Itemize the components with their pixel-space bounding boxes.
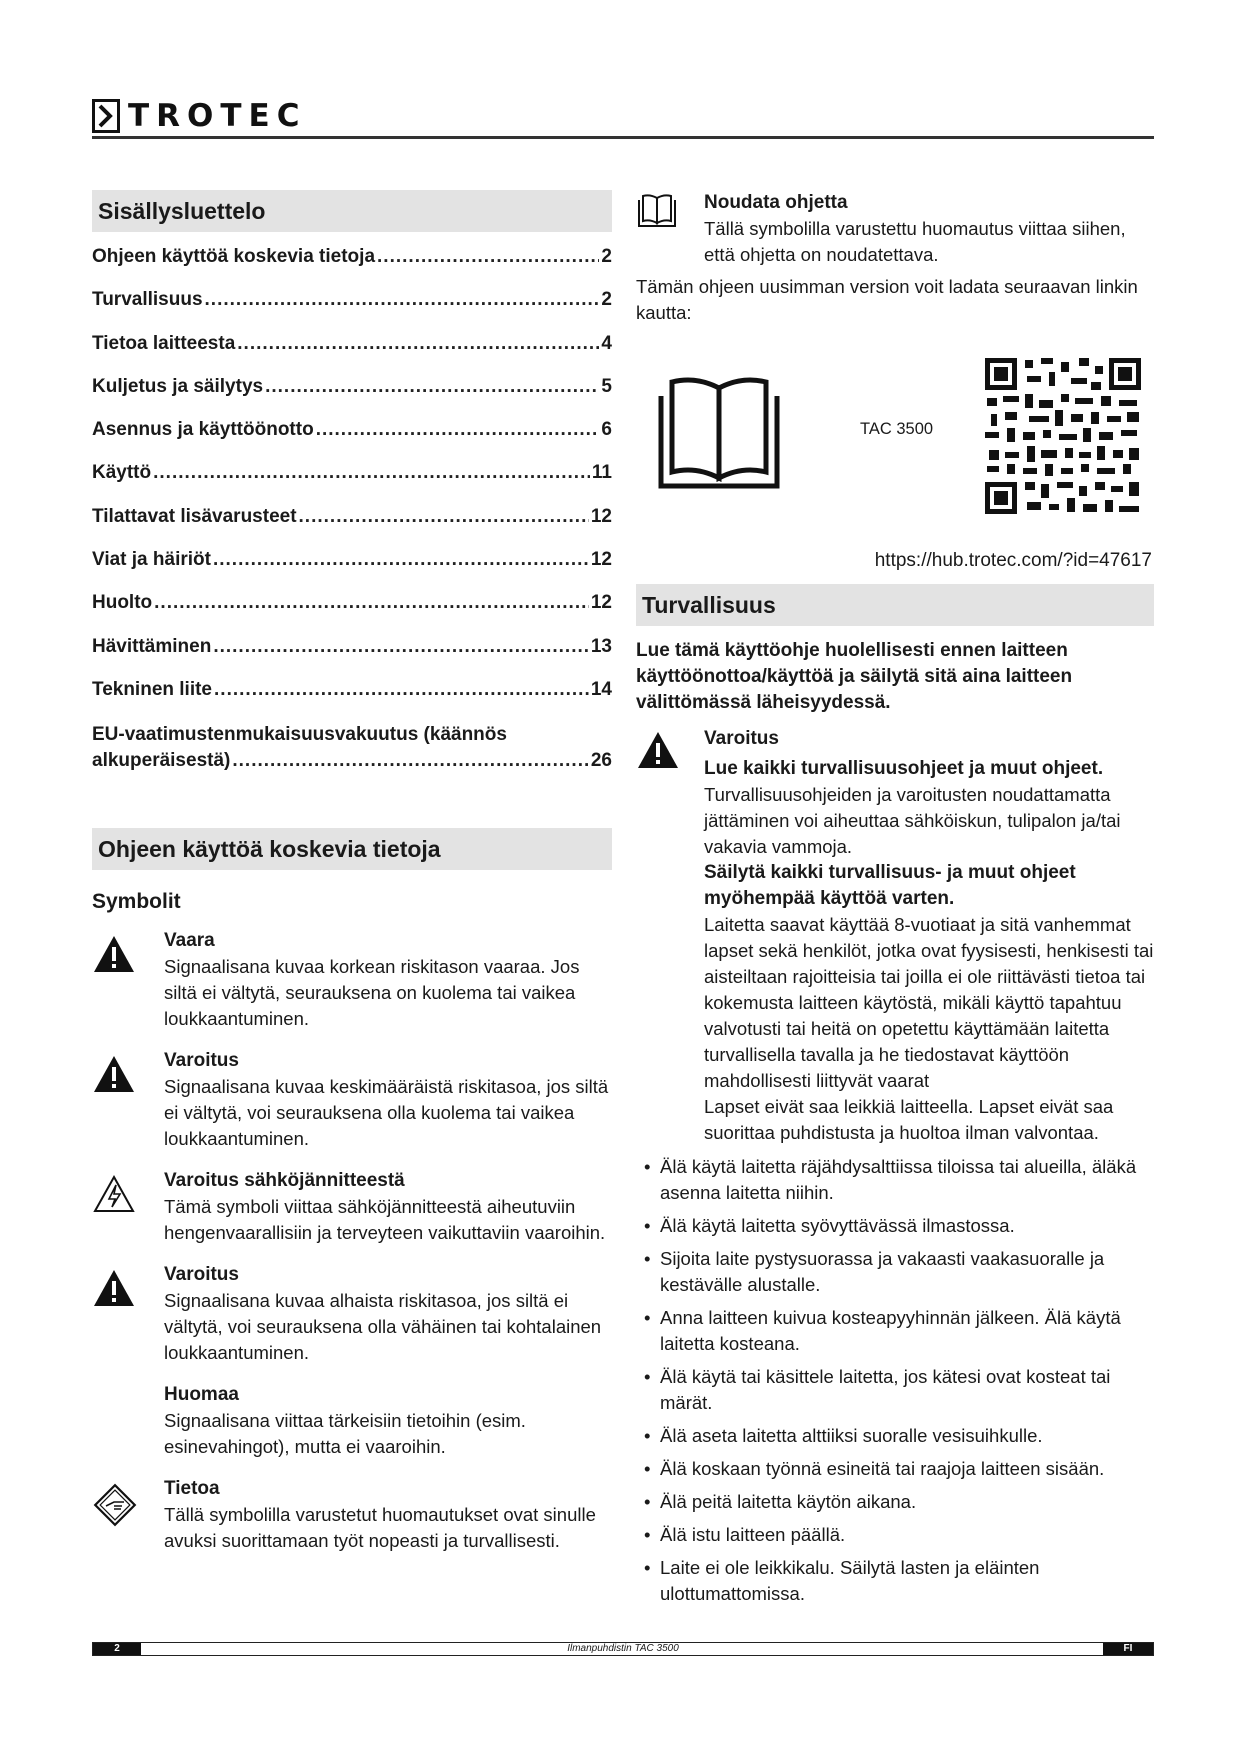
list-item: • Anna laitteen kuivua kosteapyyhinnän jälkeen. Älä käytä laitetta kosteana. bbox=[636, 1305, 1154, 1357]
info-section-heading: Ohjeen käyttöä koskevia tietoja bbox=[92, 828, 612, 870]
qr-code[interactable] bbox=[983, 356, 1143, 516]
list-item: • Älä käytä tai käsittele laitetta, jos kätesi ovat kosteat tai märät. bbox=[636, 1364, 1154, 1416]
warning-text-1: Turvallisuusohjeiden ja varoitusten noudattamatta jättäminen voi aiheuttaa sähköiskun, tulipalon ja/tai vakavia vammoja. bbox=[704, 784, 1121, 857]
right-column bbox=[636, 190, 1154, 1614]
toc-entry[interactable]: Asennus ja käyttöönotto ..... 6 bbox=[92, 419, 612, 462]
symbols-heading: Symbolit bbox=[92, 890, 181, 914]
safety-warning bbox=[636, 726, 1154, 1146]
toc-entry[interactable]: Kuljetus ja säilytys ..... 5 bbox=[92, 376, 612, 419]
table-of-contents bbox=[92, 246, 612, 774]
warning-triangle-icon bbox=[92, 1054, 136, 1094]
safety-bullets bbox=[636, 1154, 1154, 1607]
toc-entry[interactable]: Tietoa laitteesta ..... 4 bbox=[92, 333, 612, 376]
toc-entry[interactable]: Tilattavat lisävarusteet ..... 12 bbox=[92, 506, 612, 549]
qr-area bbox=[636, 338, 1154, 548]
footer-doc-title: Ilmanpuhdistin TAC 3500 bbox=[567, 1643, 679, 1654]
list-item: • Älä istu laitteen päällä. bbox=[636, 1522, 1154, 1548]
list-item: • Sijoita laite pystysuorassa ja vakaasti vaakasuoralle ja kestävälle alustalle. bbox=[636, 1246, 1154, 1298]
symbol-item: Varoitus Signaalisana kuvaa keskimääräistä riskitasoa, jos siltä ei vältytä, voi seurauksena olla kuolema tai vaikea loukkaantuminen. bbox=[92, 1048, 612, 1152]
list-item: • Älä aseta laitetta alttiiksi suoralle vesisuihkulle. bbox=[636, 1423, 1154, 1449]
warning-triangle-icon bbox=[92, 934, 136, 974]
list-item: • Älä koskaan työnnä esineitä tai raajoja laitteen sisään. bbox=[636, 1456, 1154, 1482]
language-code: FI bbox=[1103, 1643, 1153, 1655]
toc-entry[interactable]: EU-vaatimustenmukaisuusvakuutus (käännös alkuperäisestä) ..... 26 bbox=[92, 722, 612, 774]
safety-heading: Turvallisuus bbox=[636, 584, 1154, 626]
warning-title: Varoitus bbox=[704, 728, 779, 749]
toc-entry[interactable]: Ohjeen käyttöä koskevia tietoja ..... 2 bbox=[92, 246, 612, 289]
model-label: TAC 3500 bbox=[860, 420, 934, 438]
warning-triangle-icon bbox=[92, 1268, 136, 1308]
trotec-chevron-icon bbox=[92, 99, 120, 133]
page-footer bbox=[92, 1642, 1154, 1656]
download-link[interactable]: https://hub.trotec.com/?id=47617 bbox=[874, 550, 1152, 571]
warning-triangle-icon bbox=[636, 730, 680, 770]
electric-voltage-icon bbox=[92, 1174, 136, 1214]
symbol-item: Vaara Signaalisana kuvaa korkean riskitason vaaraa. Jos siltä ei vältytä, seurauksena on kuolema tai vaikea loukkaantuminen. bbox=[92, 928, 612, 1032]
manual-book-icon bbox=[636, 192, 678, 230]
list-item: • Älä peitä laitetta käytön aikana. bbox=[636, 1489, 1154, 1515]
manual-book-icon bbox=[658, 374, 780, 490]
warning-bold-2: Säilytä kaikki turvallisuus- ja muut ohjeet myöhempää käyttöä varten. bbox=[704, 862, 1076, 909]
safety-intro: Lue tämä käyttöohje huolellisesti ennen laitteen käyttöönottoa/käyttöä ja säilytä sitä aina laitteen välittömässä läheisyydessä. bbox=[636, 640, 1073, 713]
trotec-logo bbox=[92, 96, 1154, 136]
info-hand-icon bbox=[92, 1482, 138, 1528]
list-item: • Laite ei ole leikkikalu. Säilytä lasten ja eläinten ulottumattomissa. bbox=[636, 1555, 1154, 1607]
toc-entry[interactable]: Hävittäminen ..... 13 bbox=[92, 636, 612, 679]
list-item: • Älä käytä laitetta räjähdysalttiissa tiloissa tai alueilla, äläkä asenna laitetta niihin. bbox=[636, 1154, 1154, 1206]
manual-note-text: Tällä symbolilla varustettu huomautus viittaa siihen, että ohjetta on noudatettava. bbox=[704, 218, 1126, 265]
symbol-item: Huomaa Signaalisana viittaa tärkeisiin tietoihin (esim. esinevahingot), mutta ei vaaroihin. bbox=[164, 1384, 526, 1458]
brand-name: TROTEC bbox=[128, 98, 307, 134]
warning-text-3: Lapset eivät saa leikkiä laitteella. Lapset eivät saa suorittaa puhdistusta ja huoltoa ilman valvontaa. bbox=[704, 1096, 1114, 1143]
page-header bbox=[92, 96, 1154, 136]
left-column bbox=[92, 190, 612, 1570]
toc-entry[interactable]: Tekninen liite ..... 14 bbox=[92, 679, 612, 722]
manual-note bbox=[636, 190, 1154, 268]
header-rule bbox=[92, 136, 1154, 139]
toc-heading: Sisällysluettelo bbox=[92, 190, 612, 232]
symbol-item: Varoitus sähköjännitteestä Tämä symboli viittaa sähköjännitteestä aiheutuviin hengenvaarallisiin ja terveyteen vaikuttaviin vaaroihin. bbox=[92, 1168, 612, 1246]
toc-entry[interactable]: Huolto ..... 12 bbox=[92, 592, 612, 635]
warning-text-2: Laitetta saavat käyttää 8-vuotiaat ja sitä vanhemmat lapset sekä henkilöt, jotka ovat fyysisesti, henkisesti tai aisteiltaan rajoitteisia tai joilla ei ole riittävästi tietoa tai kokemusta laitteen käytöstä, mikäli käyttö tapahtuu valvotusti tai heitä on opetettu käyttämään laitetta turvallisella tavalla ja he tiedostavat käyttöön mahdollisesti liittyvät vaarat bbox=[704, 914, 1154, 1091]
symbol-item: Tietoa Tällä symbolilla varustetut huomautukset ovat sinulle avuksi suorittamaan työt nopeasti ja turvallisesti. bbox=[92, 1476, 612, 1554]
symbol-item: Varoitus Signaalisana kuvaa alhaista riskitasoa, jos siltä ei vältytä, voi seurauksena olla vähäinen tai kohtalainen loukkaantuminen. bbox=[92, 1262, 612, 1366]
download-text: Tämän ohjeen uusimman version voit ladata seuraavan linkin kautta: bbox=[636, 276, 1138, 323]
toc-entry[interactable]: Turvallisuus ..... 2 bbox=[92, 289, 612, 332]
toc-entry[interactable]: Käyttö ..... 11 bbox=[92, 462, 612, 505]
page-number: 2 bbox=[93, 1643, 141, 1655]
list-item: • Älä käytä laitetta syövyttävässä ilmastossa. bbox=[636, 1213, 1154, 1239]
manual-note-title: Noudata ohjetta bbox=[704, 192, 848, 213]
warning-bold-1: Lue kaikki turvallisuusohjeet ja muut ohjeet. bbox=[704, 758, 1104, 779]
toc-entry[interactable]: Viat ja häiriöt ..... 12 bbox=[92, 549, 612, 592]
